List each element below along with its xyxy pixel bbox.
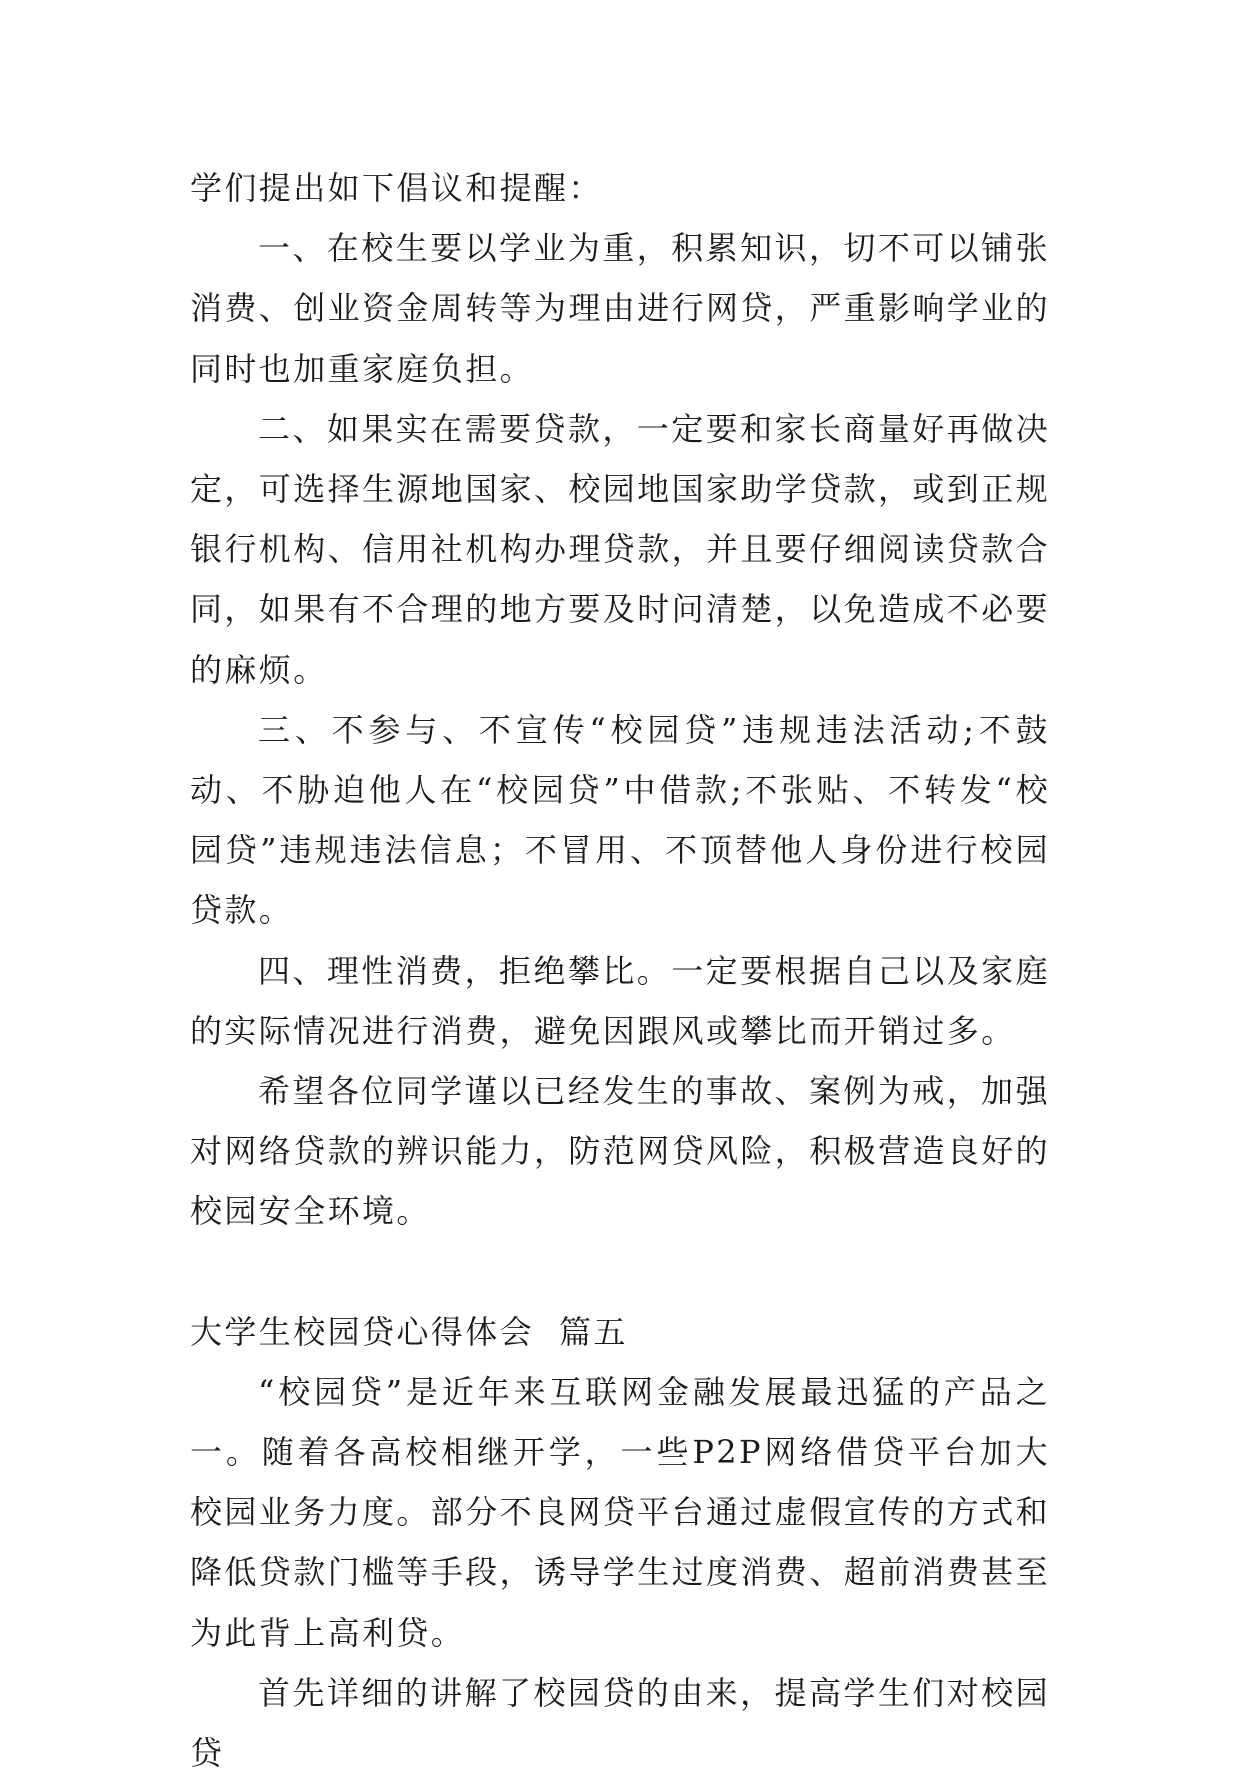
section-title: 大学生校园贷心得体会 篇五 [190, 1312, 628, 1351]
closing-paragraph: 希望各位同学谨以已经发生的事故、案例为戒，加强对网络贷款的辨识能力，防范网贷风险，积极营造良好的校园安全环境。 [190, 1072, 1051, 1231]
section-paragraph-2: 首先详细的讲解了校园贷的由来，提高学生们对校园贷 [190, 1673, 1050, 1773]
section-paragraph-1: “校园贷”是近年来互联网金融发展最迅猛的产品之一。随着各高校相继开学，一些P2P网络借贷平台加大校园业务力度。部分不良网贷平台通过虚假宣传的方式和降低贷款门槛等手段，诱导学生过度消费、超前消费甚至为此背上高利贷。 [190, 1372, 1051, 1652]
proposal-item-3: 三、不参与、不宣传“校园贷”违规违法活动;不鼓动、不胁迫他人在“校园贷”中借款;不张贴、不转发“校园贷”违规违法信息；不冒用、不顶替他人身份进行校园贷款。 [190, 710, 1050, 930]
lead-paragraph: 学们提出如下倡议和提醒： [190, 169, 603, 207]
proposal-item-1: 一、在校生要以学业为重，积累知识，切不可以铺张消费、创业资金周转等为理由进行网贷，严重影响学业的同时也加重家庭负担。 [190, 229, 1051, 388]
proposal-item-2: 二、如果实在需要贷款，一定要和家长商量好再做决定，可选择生源地国家、校园地国家助学贷款，或到正规银行机构、信用社机构办理贷款，并且要仔细阅读贷款合同，如果有不合理的地方要及时问清楚，以免造成不必要的麻烦。 [190, 409, 1051, 689]
document-body [190, 158, 1050, 1783]
proposal-item-4: 四、理性消费，拒绝攀比。一定要根据自己以及家庭的实际情况进行消费，避免因跟风或攀比而开销过多。 [190, 951, 1050, 1050]
section-spacer [190, 1242, 1050, 1302]
